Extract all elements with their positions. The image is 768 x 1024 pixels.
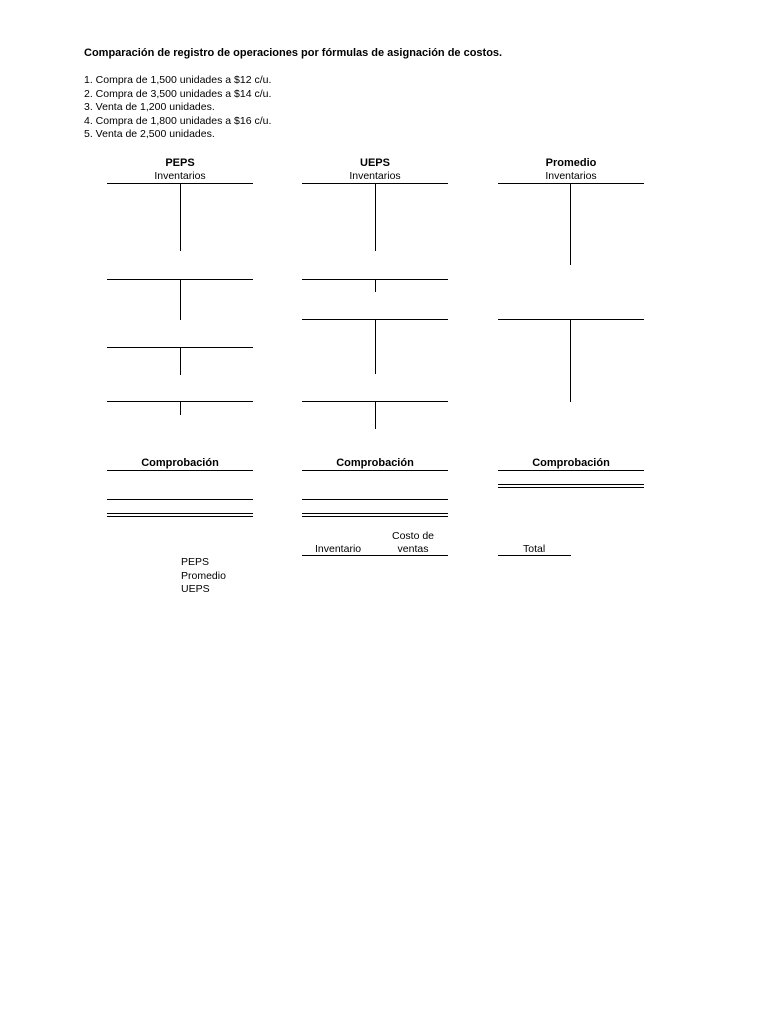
promedio-heading: Promedio — [545, 157, 597, 169]
operation-item: 3. Venta de 1,200 unidades. — [84, 101, 215, 113]
peps-check-heading: Comprobación — [141, 457, 219, 469]
promedio-account-label: Inventarios — [545, 170, 597, 182]
summary-header-underline — [302, 555, 448, 556]
operations-list — [84, 74, 271, 142]
operation-item: 1. Compra de 1,500 unidades a $12 c/u. — [84, 74, 272, 86]
method-label: PEPS — [181, 556, 210, 568]
peps-check-underline — [107, 470, 253, 471]
ueps-heading: UEPS — [360, 157, 390, 169]
methods-list — [181, 556, 226, 597]
ueps-account-label: Inventarios — [349, 170, 401, 182]
cost-of-sales-header-line1: Costo de — [391, 530, 435, 542]
total-header-underline — [498, 555, 571, 556]
ueps-check-heading: Comprobación — [336, 457, 414, 469]
operation-item: 4. Compra de 1,800 unidades a $16 c/u. — [84, 114, 272, 127]
peps-check-line — [107, 499, 253, 500]
ueps-check-double-line — [302, 513, 448, 517]
total-header: Total — [523, 543, 546, 555]
ueps-check-line — [302, 499, 448, 500]
cost-of-sales-header-line2: ventas — [397, 543, 429, 555]
promedio-check-underline — [498, 470, 644, 471]
promedio-check-heading: Comprobación — [532, 457, 610, 469]
method-label: Promedio — [181, 569, 226, 582]
inventory-header: Inventario — [315, 543, 362, 555]
promedio-check-double-line — [498, 484, 644, 488]
method-label: UEPS — [181, 583, 210, 595]
operation-item: 5. Venta de 2,500 unidades. — [84, 128, 215, 140]
operation-item: 2. Compra de 3,500 unidades a $14 c/u. — [84, 87, 272, 100]
document-title: Comparación de registro de operaciones por fórmulas de asignación de costos. — [84, 47, 503, 59]
peps-check-double-line — [107, 513, 253, 517]
peps-account-label: Inventarios — [154, 170, 206, 182]
peps-heading: PEPS — [165, 157, 195, 169]
ueps-check-underline — [302, 470, 448, 471]
